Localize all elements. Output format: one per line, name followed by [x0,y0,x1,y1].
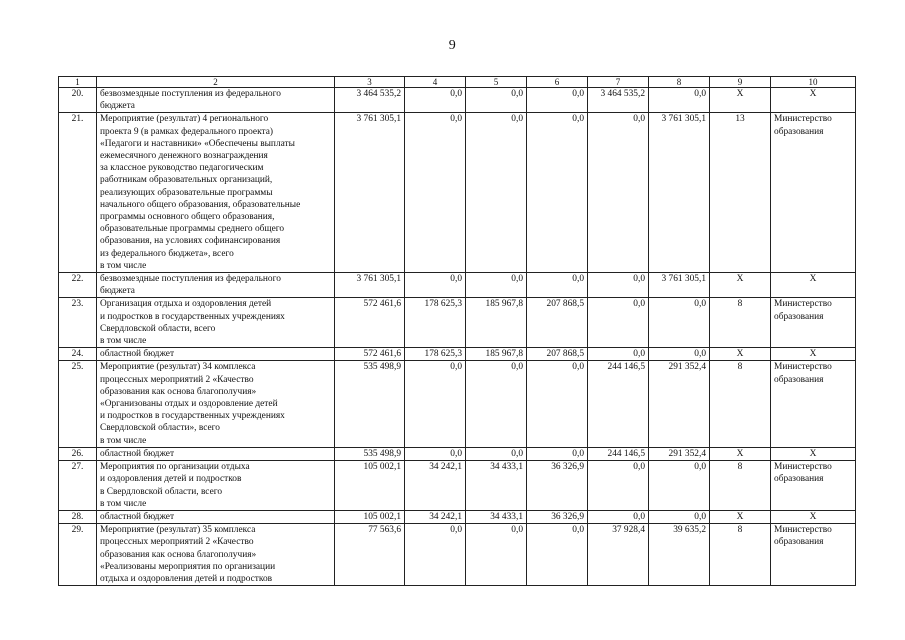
cell-col4: 178 625,3 [405,348,466,361]
row-description: Организация отдыха и оздоровления детей и подростков в государственных учреждениях Свердловской области, всего в том числе [97,298,335,348]
cell-col6: 0,0 [527,273,588,298]
cell-col3: 77 563,6 [335,524,405,586]
column-header: 1 [59,77,97,88]
cell-col4: 0,0 [405,113,466,273]
cell-col6: 207 868,5 [527,298,588,348]
column-header: 6 [527,77,588,88]
table-row [59,298,856,348]
cell-col7: 0,0 [588,461,649,511]
cell-col8: 0,0 [649,348,710,361]
row-number: 20. [59,88,97,113]
cell-col4: 34 242,1 [405,461,466,511]
table-row [59,273,856,298]
cell-col3: 535 498,9 [335,447,405,460]
cell-col9: X [710,510,771,523]
cell-col5: 0,0 [466,113,527,273]
cell-col6: 0,0 [527,88,588,113]
cell-col4: 0,0 [405,361,466,447]
cell-col9: X [710,273,771,298]
table-row [59,348,856,361]
cell-col7: 3 464 535,2 [588,88,649,113]
cell-col3: 3 464 535,2 [335,88,405,113]
budget-table [58,76,856,586]
row-number: 28. [59,510,97,523]
cell-col9: 8 [710,298,771,348]
row-number: 23. [59,298,97,348]
column-header: 5 [466,77,527,88]
cell-col3: 3 761 305,1 [335,113,405,273]
row-description: Мероприятие (результат) 4 регионального проекта 9 (в рамках федерального проекта) «Педагоги и наставники» «Обеспечены выплаты ежемесячного денежного вознаграждения за классное руководство педагогическим работникам образовательных организаций, реализующих образовательные программы начального общего образования, образовательные программы основного общего образования, образовательные программы среднего общего образования, на условиях софинансирования из федерального бюджета», всего в том числе [97,113,335,273]
cell-col4: 0,0 [405,273,466,298]
column-header-row [59,77,856,88]
cell-col10: Министерство образования [771,361,856,447]
column-header: 10 [771,77,856,88]
row-number: 24. [59,348,97,361]
column-header: 4 [405,77,466,88]
cell-col8: 0,0 [649,88,710,113]
cell-col3: 3 761 305,1 [335,273,405,298]
cell-col3: 105 002,1 [335,461,405,511]
cell-col6: 36 326,9 [527,510,588,523]
cell-col6: 207 868,5 [527,348,588,361]
cell-col3: 105 002,1 [335,510,405,523]
column-header: 2 [97,77,335,88]
table-row [59,524,856,586]
cell-col6: 0,0 [527,524,588,586]
row-description: безвозмездные поступления из федерального бюджета [97,88,335,113]
cell-col10: Министерство образования [771,461,856,511]
cell-col8: 3 761 305,1 [649,113,710,273]
cell-col9: X [710,88,771,113]
cell-col5: 0,0 [466,273,527,298]
table-row [59,461,856,511]
cell-col8: 0,0 [649,298,710,348]
cell-col8: 39 635,2 [649,524,710,586]
cell-col6: 0,0 [527,447,588,460]
row-description: Мероприятие (результат) 34 комплекса процессных мероприятий 2 «Качество образования как основа благополучия» «Организованы отдых и оздоровление детей и подростков в государственных учреждениях Свердловской области», всего в том числе [97,361,335,447]
table-row [59,361,856,447]
cell-col3: 572 461,6 [335,348,405,361]
column-header: 7 [588,77,649,88]
cell-col9: 8 [710,361,771,447]
cell-col10: Министерство образования [771,113,856,273]
cell-col9: 8 [710,461,771,511]
table-row [59,113,856,273]
cell-col7: 0,0 [588,348,649,361]
column-header: 3 [335,77,405,88]
column-header: 8 [649,77,710,88]
row-number: 26. [59,447,97,460]
cell-col10: Министерство образования [771,524,856,586]
cell-col7: 244 146,5 [588,447,649,460]
cell-col3: 572 461,6 [335,298,405,348]
cell-col7: 0,0 [588,273,649,298]
cell-col10: X [771,510,856,523]
cell-col4: 34 242,1 [405,510,466,523]
cell-col6: 0,0 [527,113,588,273]
row-number: 22. [59,273,97,298]
page-number: 9 [448,38,457,53]
cell-col8: 0,0 [649,461,710,511]
cell-col4: 178 625,3 [405,298,466,348]
row-description: областной бюджет [97,447,335,460]
cell-col5: 34 433,1 [466,461,527,511]
row-description: областной бюджет [97,510,335,523]
row-description: безвозмездные поступления из федерального бюджета [97,273,335,298]
cell-col10: Министерство образования [771,298,856,348]
row-number: 29. [59,524,97,586]
cell-col7: 37 928,4 [588,524,649,586]
cell-col7: 0,0 [588,113,649,273]
cell-col5: 34 433,1 [466,510,527,523]
cell-col4: 0,0 [405,447,466,460]
row-description: областной бюджет [97,348,335,361]
cell-col5: 185 967,8 [466,348,527,361]
cell-col4: 0,0 [405,524,466,586]
cell-col6: 36 326,9 [527,461,588,511]
cell-col8: 0,0 [649,510,710,523]
cell-col7: 244 146,5 [588,361,649,447]
cell-col10: X [771,348,856,361]
row-number: 21. [59,113,97,273]
row-description: Мероприятия по организации отдыха и оздоровления детей и подростков в Свердловской области, всего в том числе [97,461,335,511]
cell-col10: X [771,88,856,113]
row-description: Мероприятие (результат) 35 комплекса процессных мероприятий 2 «Качество образования как основа благополучия» «Реализованы мероприятия по организации отдыха и оздоровления детей и подростков [97,524,335,586]
cell-col10: X [771,447,856,460]
cell-col7: 0,0 [588,510,649,523]
cell-col5: 0,0 [466,524,527,586]
cell-col4: 0,0 [405,88,466,113]
cell-col8: 3 761 305,1 [649,273,710,298]
cell-col8: 291 352,4 [649,447,710,460]
table-row [59,447,856,460]
cell-col3: 535 498,9 [335,361,405,447]
cell-col5: 0,0 [466,447,527,460]
column-header: 9 [710,77,771,88]
cell-col7: 0,0 [588,298,649,348]
cell-col6: 0,0 [527,361,588,447]
cell-col5: 185 967,8 [466,298,527,348]
cell-col8: 291 352,4 [649,361,710,447]
table-row [59,88,856,113]
cell-col9: X [710,348,771,361]
row-number: 25. [59,361,97,447]
row-number: 27. [59,461,97,511]
cell-col9: X [710,447,771,460]
cell-col9: 8 [710,524,771,586]
cell-col5: 0,0 [466,361,527,447]
cell-col9: 13 [710,113,771,273]
table-row [59,510,856,523]
cell-col10: X [771,273,856,298]
cell-col5: 0,0 [466,88,527,113]
